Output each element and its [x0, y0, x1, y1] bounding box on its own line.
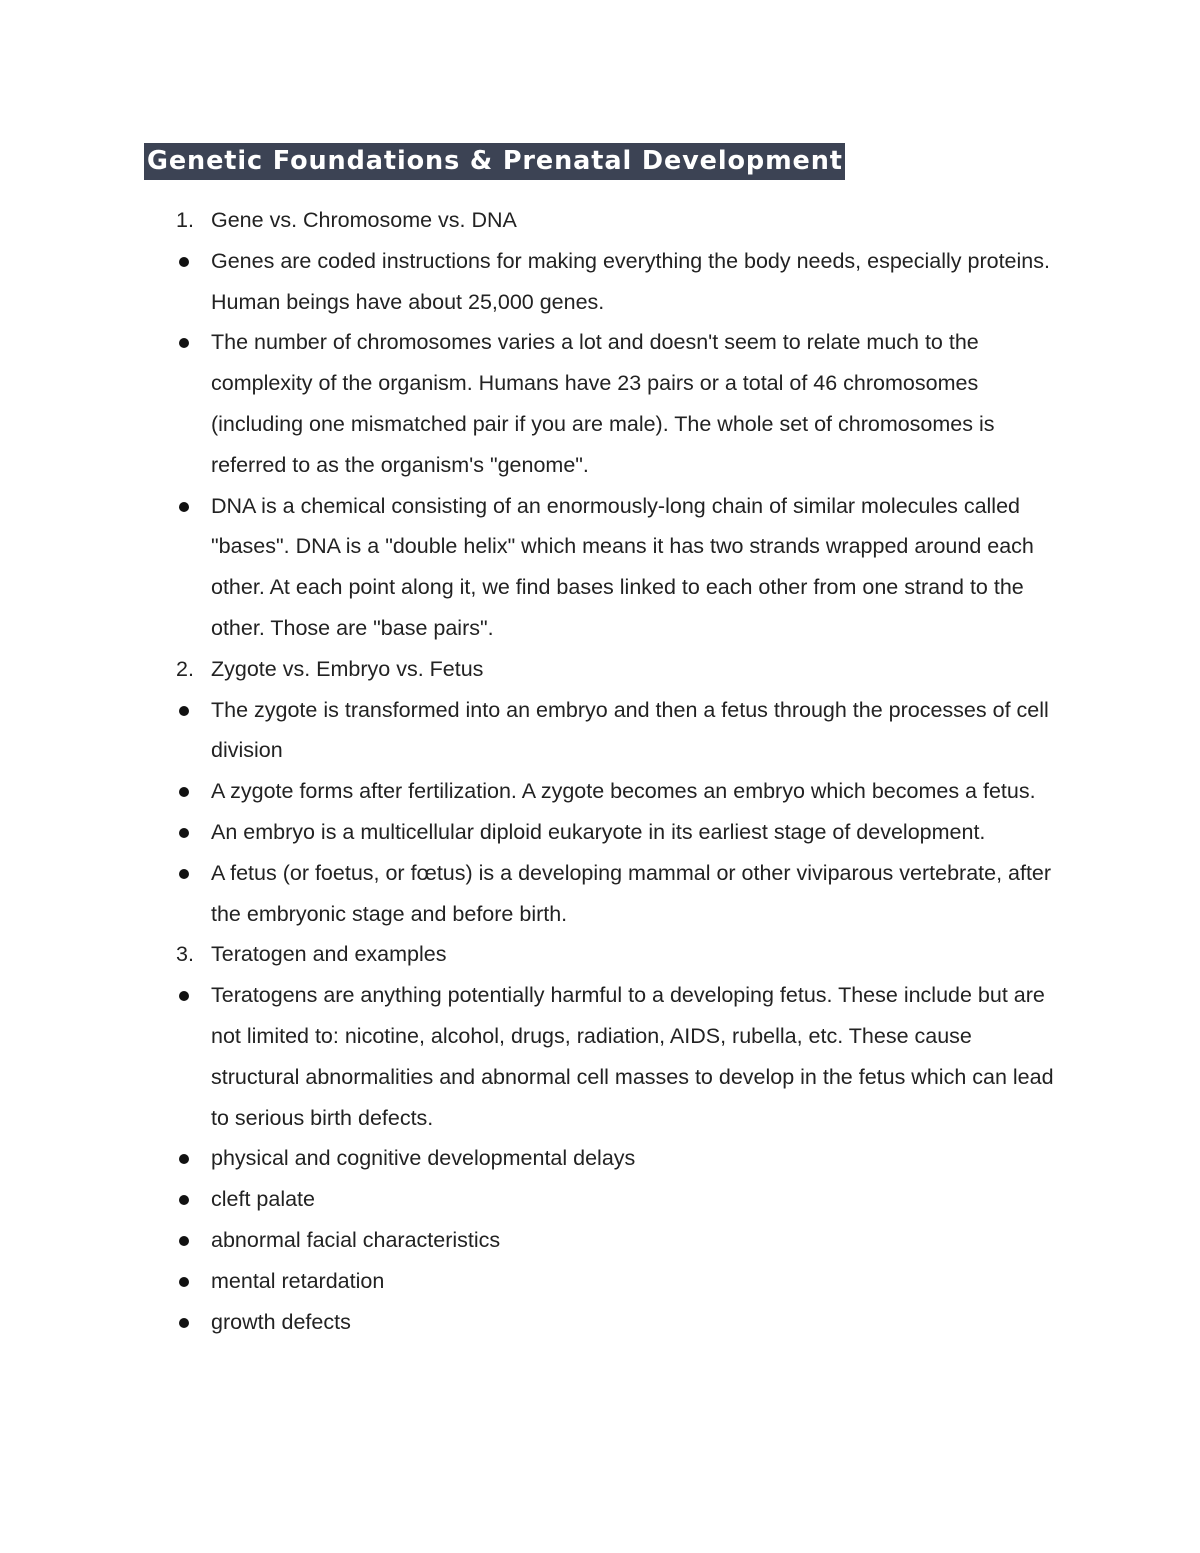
bullet-item — [0, 1261, 1200, 1302]
content-list — [0, 200, 1200, 1342]
item-number: 3. — [176, 942, 194, 967]
item-text: Gene vs. Chromosome vs. DNA — [211, 208, 517, 232]
bullet-icon — [179, 1277, 189, 1287]
item-text: DNA is a chemical consisting of an enormously-long chain of similar molecules called "bases". DNA is a "double helix" which means it has two strands wrapped around each other. At each point along it, we find bases linked to each other from one strand to the other. Those are "base pairs". — [211, 493, 1034, 640]
bullet-item — [0, 1302, 1200, 1343]
item-text: The zygote is transformed into an embryo and then a fetus through the processes of cell division — [211, 697, 1049, 763]
item-text: physical and cognitive developmental delays — [211, 1146, 636, 1171]
item-text: Teratogens are anything potentially harmful to a developing fetus. These include but are not limited to: nicotine, alcohol, drugs, radiation, AIDS, rubella, etc. These cause structural abnormalities and abnormal cell masses to develop in the fetus which can lead to serious birth defects. — [211, 983, 1054, 1130]
item-text: A zygote forms after fertilization. A zygote becomes an embryo which becomes a fetus. — [211, 779, 1036, 804]
item-text: cleft palate — [211, 1187, 315, 1212]
item-text: abnormal facial characteristics — [211, 1227, 501, 1252]
numbered-item — [0, 934, 1200, 975]
item-text: Teratogen and examples — [211, 942, 447, 967]
bullet-icon — [179, 502, 189, 512]
bullet-icon — [179, 1318, 189, 1328]
numbered-item — [0, 200, 1200, 241]
bullet-icon — [179, 787, 189, 797]
bullet-icon — [179, 1154, 189, 1164]
bullet-item — [0, 690, 1200, 772]
bullet-icon — [179, 257, 189, 267]
item-text: mental retardation — [211, 1268, 385, 1293]
item-text: The number of chromosomes varies a lot and doesn't seem to relate much to the complexity of the organism. Humans have 23 pairs or a total of 46 chromosomes (including one mismatched pair if you are male). The whole set of chromosomes is referred to as the organism's "genome". — [211, 330, 995, 477]
bullet-item — [0, 1179, 1200, 1220]
bullet-item — [0, 1138, 1200, 1179]
bullet-icon — [179, 828, 189, 838]
bullet-icon — [179, 991, 189, 1001]
bullet-icon — [179, 1195, 189, 1205]
item-text: A fetus (or foetus, or fœtus) is a developing mammal or other viviparous vertebrate, after the embryonic stage and before birth. — [211, 860, 1052, 926]
bullet-icon — [179, 1236, 189, 1246]
item-text: growth defects — [211, 1309, 351, 1334]
bullet-item — [0, 975, 1200, 1138]
item-number: 2. — [176, 656, 194, 681]
bullet-icon — [179, 869, 189, 879]
bullet-item — [0, 1220, 1200, 1261]
bullet-item — [0, 853, 1200, 935]
item-text: An embryo is a multicellular diploid eukaryote in its earliest stage of development. — [211, 819, 986, 844]
bullet-item — [0, 241, 1200, 323]
bullet-item — [0, 486, 1200, 649]
bullet-icon — [179, 338, 189, 348]
bullet-item — [0, 771, 1200, 812]
bullet-item — [0, 322, 1200, 485]
bullet-item — [0, 812, 1200, 853]
item-text: Zygote vs. Embryo vs. Fetus — [211, 656, 484, 681]
item-number: 1. — [176, 208, 194, 232]
item-text: Genes are coded instructions for making everything the body needs, especially proteins. Human beings have about 25,000 genes. — [211, 248, 1050, 314]
document-title: Genetic Foundations & Prenatal Development — [144, 143, 845, 180]
numbered-item — [0, 649, 1200, 690]
bullet-icon — [179, 706, 189, 716]
